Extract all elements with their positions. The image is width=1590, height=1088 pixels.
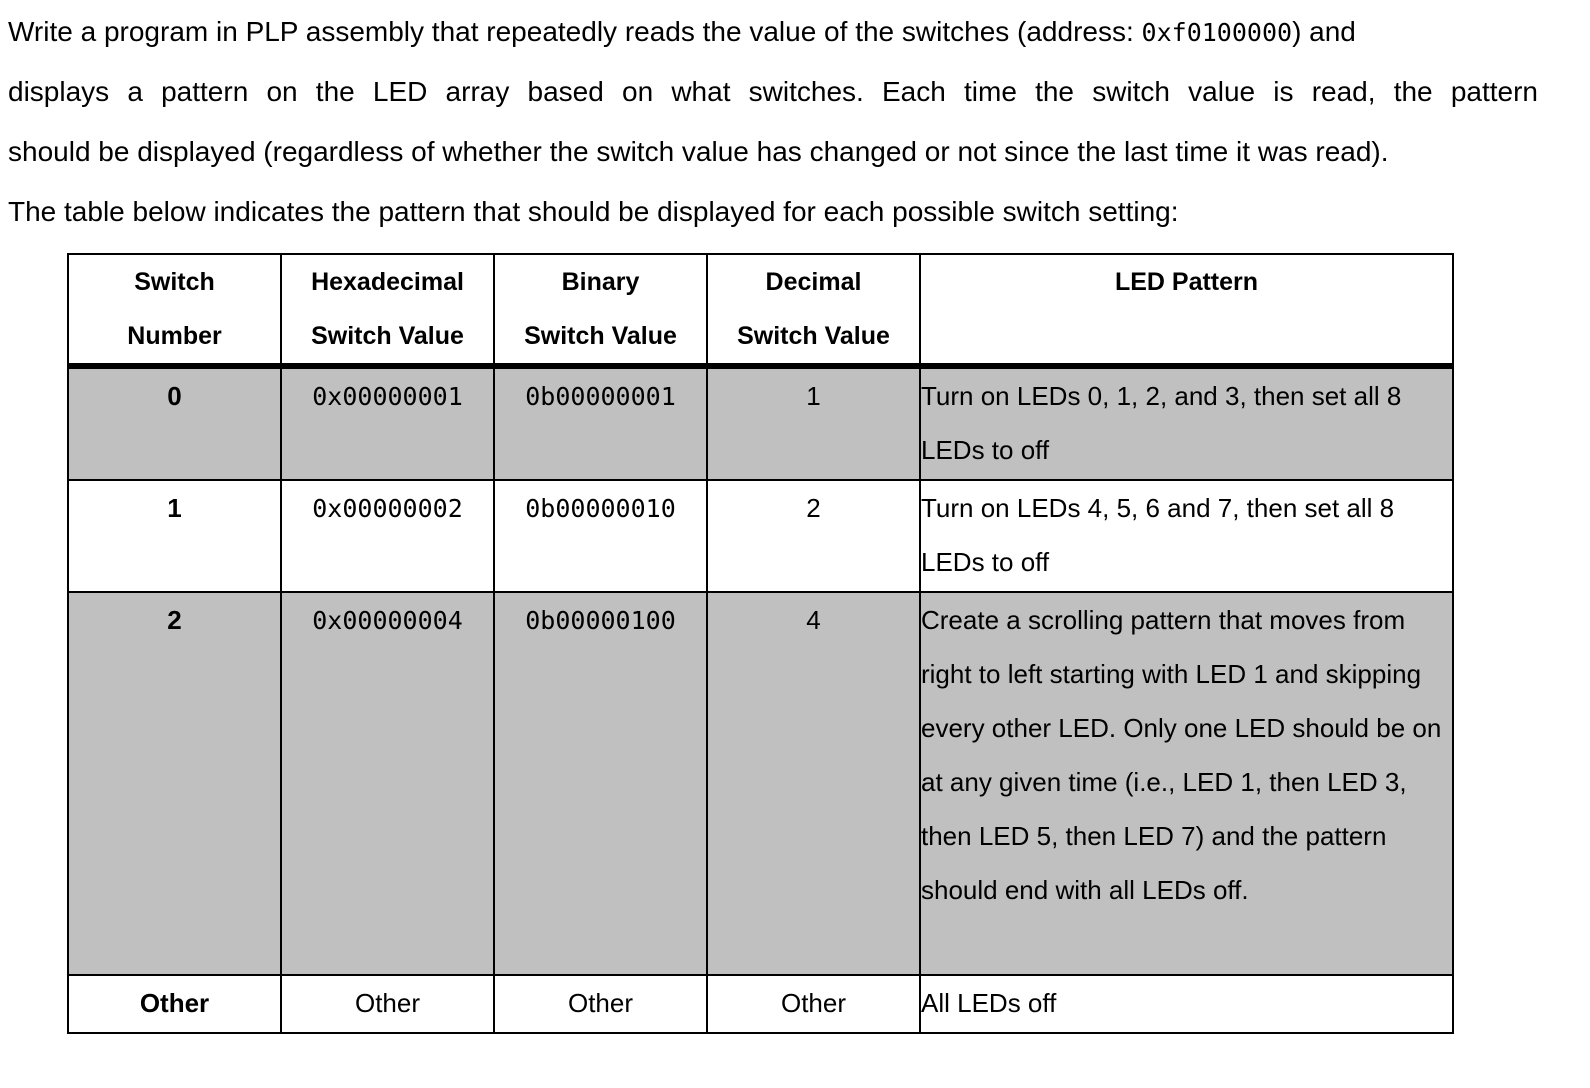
table-row: [68, 366, 1453, 480]
cell-binary: [494, 366, 707, 480]
switch-pattern-table: [67, 253, 1454, 1034]
intro-line-1-end: ) and: [1292, 16, 1356, 47]
problem-statement: [8, 2, 1538, 242]
header-hex: [281, 254, 494, 366]
cell-hex: [281, 480, 494, 592]
cell-decimal: Other: [707, 975, 920, 1033]
header-switch-number: [68, 254, 281, 366]
cell-binary: Other: [494, 975, 707, 1033]
table-row: [68, 975, 1453, 1033]
cell-led-pattern: Turn on LEDs 4, 5, 6 and 7, then set all 8 LEDs to off: [920, 480, 1453, 592]
header-binary-line2: Switch Value: [524, 322, 677, 350]
intro-line-1-text: Write a program in PLP assembly that repeatedly reads the value of the switches (address:: [8, 16, 1142, 47]
cell-switch-number: 2: [68, 592, 281, 975]
cell-led-pattern: All LEDs off: [920, 975, 1453, 1033]
cell-hex: [281, 592, 494, 975]
cell-led-pattern: Turn on LEDs 0, 1, 2, and 3, then set all 8 LEDs to off: [920, 366, 1453, 480]
header-led-pattern: [920, 254, 1453, 366]
cell-switch-number: Other: [68, 975, 281, 1033]
cell-hex: Other: [281, 975, 494, 1033]
header-binary: [494, 254, 707, 366]
cell-binary-value: 0b00000010: [525, 494, 676, 523]
header-decimal-line1: Decimal: [765, 268, 862, 296]
header-hex-line1: Hexadecimal: [311, 268, 464, 296]
header-decimal: [707, 254, 920, 366]
cell-switch-number: 0: [68, 366, 281, 480]
intro-line-1: [8, 2, 1538, 62]
cell-binary-value: 0b00000001: [525, 382, 676, 411]
table-row: [68, 592, 1453, 975]
intro-line-4: The table below indicates the pattern that should be displayed for each possible switch setting:: [8, 196, 1179, 227]
cell-hex-value: 0x00000002: [312, 494, 463, 523]
intro-line-2: displays a pattern on the LED array based on what switches. Each time the switch value is read, the pattern: [8, 76, 1538, 107]
header-led-pattern-line1: LED Pattern: [1114, 268, 1259, 296]
intro-line-3: should be displayed (regardless of whether the switch value has changed or not since the last time it was read).: [8, 136, 1389, 167]
table-row: [68, 480, 1453, 592]
cell-decimal: 2: [707, 480, 920, 592]
cell-decimal: 1: [707, 366, 920, 480]
cell-switch-number: 1: [68, 480, 281, 592]
table-header-row: [68, 254, 1453, 366]
cell-led-pattern: Create a scrolling pattern that moves from right to left starting with LED 1 and skipping every other LED. Only one LED should be on at any given time (i.e., LED 1, then LED 3, then LED 5, then LED 7) and the pattern should end with all LEDs off.: [920, 592, 1453, 975]
cell-binary: [494, 480, 707, 592]
cell-hex-value: 0x00000001: [312, 382, 463, 411]
cell-decimal: 4: [707, 592, 920, 975]
cell-hex-value: 0x00000004: [312, 606, 463, 635]
header-hex-line2: Switch Value: [311, 322, 464, 350]
cell-binary: [494, 592, 707, 975]
header-switch-number-line1: Switch: [134, 268, 215, 296]
cell-binary-value: 0b00000100: [525, 606, 676, 635]
switch-address: 0xf0100000: [1141, 18, 1293, 47]
header-decimal-line2: Switch Value: [737, 322, 890, 350]
header-switch-number-line2: Number: [127, 322, 222, 350]
header-binary-line1: Binary: [561, 268, 640, 296]
cell-hex: [281, 366, 494, 480]
